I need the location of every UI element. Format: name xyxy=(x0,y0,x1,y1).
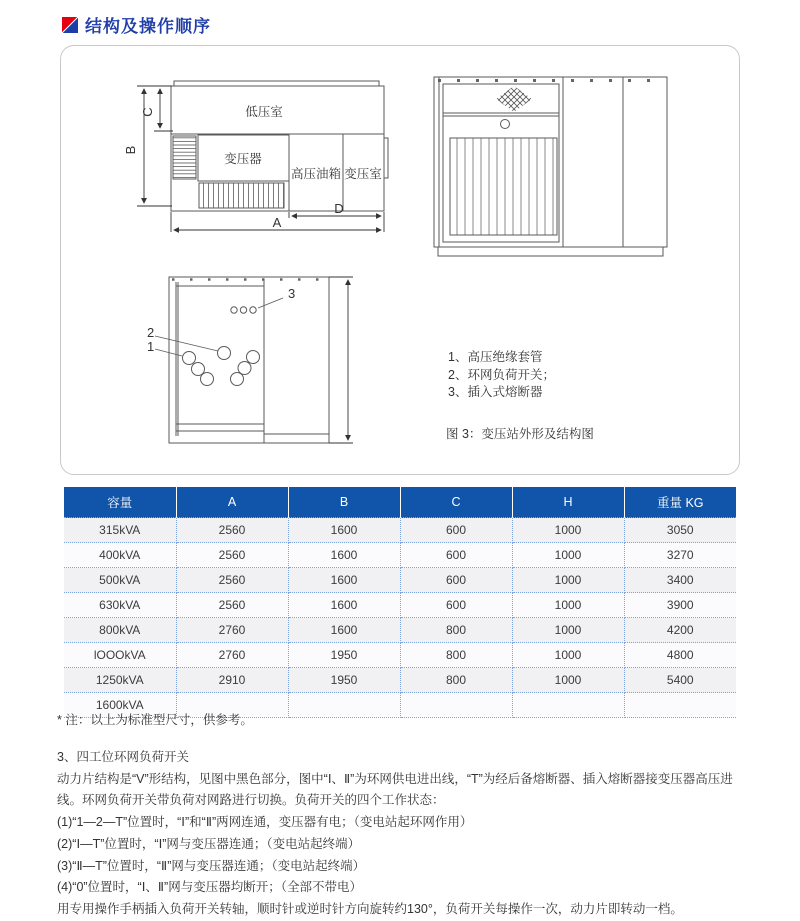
cell-h: 1000 xyxy=(512,593,624,618)
rear-view-drawing xyxy=(155,277,329,443)
operation-description xyxy=(57,747,749,921)
label-transformer: 变压器 xyxy=(224,152,262,166)
figure-caption: 图 3：变压站外形及结构图 xyxy=(446,427,594,441)
cell-b: 1950 xyxy=(288,643,400,668)
legend-line: 2、环网负荷开关； xyxy=(448,367,555,382)
table-row xyxy=(64,543,736,568)
cell-weight xyxy=(624,693,736,718)
table-row xyxy=(64,568,736,593)
cell-b: 1600 xyxy=(288,618,400,643)
section-header xyxy=(62,12,211,37)
cell-a: 2560 xyxy=(176,568,288,593)
body-line: (1)“1—2—T”位置时，“Ⅰ”和“Ⅱ”两网连通，变压器有电；（变电站起环网作用） xyxy=(57,815,473,830)
table-row xyxy=(64,618,736,643)
body-line: (3)“Ⅱ—T”位置时，“Ⅱ”网与变压器连通；（变电站起终端） xyxy=(57,858,366,873)
cell-h xyxy=(512,693,624,718)
cell-h: 1000 xyxy=(512,643,624,668)
cell-a: 2760 xyxy=(176,643,288,668)
table-note: * 注：以上为标准型尺寸，供参考。 xyxy=(57,713,253,727)
legend-line: 1、高压绝缘套管 xyxy=(448,350,543,364)
cell-capacity: 1600kVA xyxy=(64,693,176,718)
body-line: (4)“0”位置时，“Ⅰ、Ⅱ”网与变压器均断开；（全部不带电） xyxy=(57,880,362,895)
page-title: 结构及操作顺序 xyxy=(85,17,211,36)
col-a: A xyxy=(176,487,288,518)
cell-weight: 5400 xyxy=(624,668,736,693)
cell-c: 600 xyxy=(400,593,512,618)
cell-c: 800 xyxy=(400,668,512,693)
callout-2: 2 xyxy=(147,325,155,340)
cell-capacity: 500kVA xyxy=(64,568,176,593)
dim-label-c: C xyxy=(140,107,155,117)
structure-diagram xyxy=(61,46,739,474)
label-hv-oil-tank: 高压油箱 xyxy=(290,167,342,181)
callout-3: 3 xyxy=(288,286,296,301)
cell-weight: 3050 xyxy=(624,518,736,543)
rear-dimension-line xyxy=(329,277,353,443)
cell-a: 2560 xyxy=(176,543,288,568)
cell-h: 1000 xyxy=(512,618,624,643)
figure-panel xyxy=(60,45,740,475)
section-bullet-icon xyxy=(62,17,78,33)
col-weight: 重量 KG xyxy=(624,487,736,518)
legend-line: 3、插入式熔断器 xyxy=(448,385,543,399)
cell-a: 2760 xyxy=(176,618,288,643)
table-row xyxy=(64,518,736,543)
col-h: H xyxy=(512,487,624,518)
table-row xyxy=(64,593,736,618)
label-transformer-room: 变压室 xyxy=(344,167,382,181)
cell-h: 1000 xyxy=(512,543,624,568)
cell-c xyxy=(400,693,512,718)
cell-c: 600 xyxy=(400,543,512,568)
cell-h: 1000 xyxy=(512,668,624,693)
cell-capacity: 630kVA xyxy=(64,593,176,618)
table-row xyxy=(64,643,736,668)
body-line: 3、四工位环网负荷开关 xyxy=(57,750,189,764)
cell-a: 2910 xyxy=(176,668,288,693)
cell-weight: 4800 xyxy=(624,643,736,668)
col-capacity: 容量 xyxy=(64,487,176,518)
dimension-spec-table xyxy=(64,487,736,718)
cell-a: 2560 xyxy=(176,593,288,618)
col-b: B xyxy=(288,487,400,518)
table-header-row xyxy=(64,487,736,518)
cell-b: 1600 xyxy=(288,593,400,618)
table-row xyxy=(64,668,736,693)
dim-label-a: A xyxy=(272,215,282,230)
label-low-voltage-room: 低压室 xyxy=(245,105,283,119)
cell-capacity: 800kVA xyxy=(64,618,176,643)
cell-capacity: 1250kVA xyxy=(64,668,176,693)
cell-b: 1600 xyxy=(288,568,400,593)
cell-weight: 3400 xyxy=(624,568,736,593)
cell-c: 800 xyxy=(400,618,512,643)
plan-view-drawing xyxy=(171,81,388,211)
body-line: 动力片结构是“V”形结构，见图中黑色部分，图中“Ⅰ、Ⅱ”为环网供电进出线，“T”为经后备熔断器、插入熔断器接变压器高压进线。环网负荷开关带负荷对网路进行切换。负荷开关的四个工作状态： xyxy=(57,771,733,808)
cell-a: 2560 xyxy=(176,518,288,543)
cell-weight: 3270 xyxy=(624,543,736,568)
body-line: (2)“Ⅰ—T”位置时，“Ⅰ”网与变压器连通；（变电站起终端） xyxy=(57,836,361,851)
cell-b: 1950 xyxy=(288,668,400,693)
cell-capacity: 315kVA xyxy=(64,518,176,543)
cell-b xyxy=(288,693,400,718)
dim-label-d: D xyxy=(334,201,344,216)
cell-h: 1000 xyxy=(512,518,624,543)
cell-capacity: lOOOkVA xyxy=(64,643,176,668)
cell-b: 1600 xyxy=(288,518,400,543)
body-line: 用专用操作手柄插入负荷开关转轴，顺时针或逆时针方向旋转约130°，负荷开关每操作一次，动力片即转动一档。 xyxy=(57,901,683,916)
front-elevation-drawing xyxy=(434,77,667,256)
cell-c: 600 xyxy=(400,518,512,543)
cell-weight: 3900 xyxy=(624,593,736,618)
cell-c: 800 xyxy=(400,643,512,668)
callout-1: 1 xyxy=(147,339,155,354)
cell-b: 1600 xyxy=(288,543,400,568)
figure-legend xyxy=(448,349,555,402)
cell-h: 1000 xyxy=(512,568,624,593)
cell-capacity: 400kVA xyxy=(64,543,176,568)
col-c: C xyxy=(400,487,512,518)
cell-c: 600 xyxy=(400,568,512,593)
dim-label-b: B xyxy=(123,145,138,155)
cell-weight: 4200 xyxy=(624,618,736,643)
